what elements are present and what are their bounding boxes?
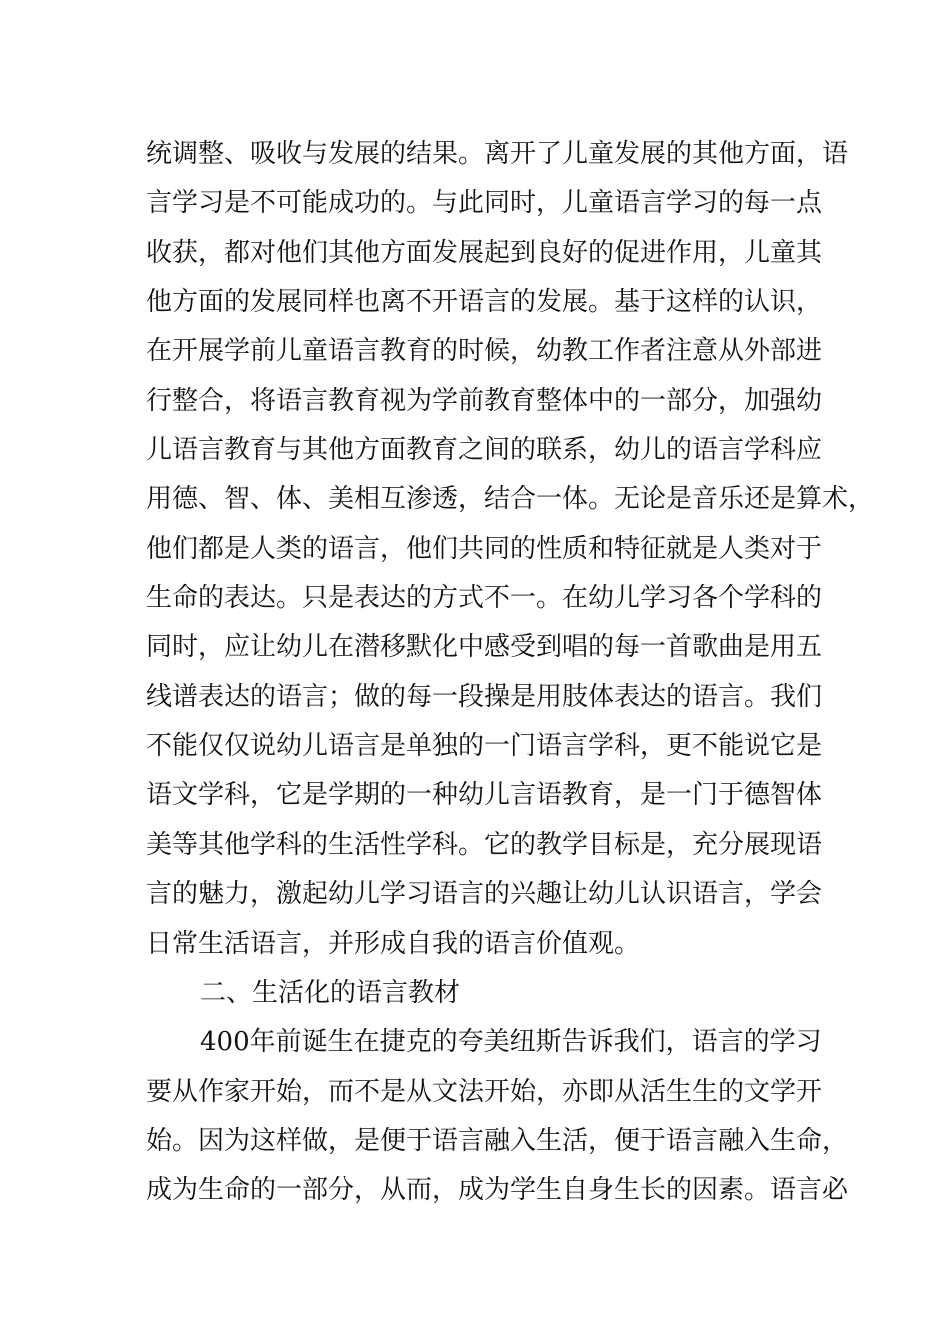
text-line: 言学习是不可能成功的。与此同时，儿童语言学习的每一点 <box>146 188 823 219</box>
text-line: 成为生命的一部分，从而，成为学生自身生长的因素。语言必 <box>146 1175 849 1206</box>
text-line: 用德、智、体、美相互渗透，结合一体。无论是音乐还是算术， <box>146 484 875 515</box>
text-line: 同时，应让幼儿在潜移默化中感受到唱的每一首歌曲是用五 <box>146 632 823 663</box>
text-line: 美等其他学科的生活性学科。它的教学目标是，充分展现语 <box>146 829 823 860</box>
paragraph-first-line: 400年前诞生在捷克的夸美纽斯告诉我们，语言的学习 <box>200 1027 822 1058</box>
text-line: 在开展学前儿童语言教育的时候，幼教工作者注意从外部进 <box>146 336 823 367</box>
text-line: 线谱表达的语言；做的每一段操是用肢体表达的语言。我们 <box>146 681 823 712</box>
text-line: 他们都是人类的语言，他们共同的性质和特征就是人类对于 <box>146 533 823 564</box>
section-heading: 二、生活化的语言教材 <box>200 977 461 1008</box>
text-line: 始。因为这样做，是便于语言融入生活，便于语言融入生命， <box>146 1125 849 1156</box>
body-text <box>146 130 875 1216</box>
text-line: 要从作家开始，而不是从文法开始，亦即从活生生的文学开 <box>146 1076 823 1107</box>
text-line: 收获，都对他们其他方面发展起到良好的促进作用，儿童其 <box>146 237 823 268</box>
text-line: 日常生活语言，并形成自我的语言价值观。 <box>146 928 641 959</box>
text-line: 行整合，将语言教育视为学前教育整体中的一部分，加强幼 <box>146 385 823 416</box>
text-line: 统调整、吸收与发展的结果。离开了儿童发展的其他方面，语 <box>146 139 849 169</box>
text-line: 生命的表达。只是表达的方式不一。在幼儿学习各个学科的 <box>146 583 823 614</box>
text-line: 语文学科，它是学期的一种幼儿言语教育，是一门于德智体 <box>146 780 823 811</box>
text-line: 不能仅仅说幼儿语言是单独的一门语言学科，更不能说它是 <box>146 731 823 762</box>
text-line: 他方面的发展同样也离不开语言的发展。基于这样的认识， <box>146 287 823 318</box>
text-line: 言的魅力，激起幼儿学习语言的兴趣让幼儿认识语言，学会 <box>146 879 823 910</box>
text-line: 儿语言教育与其他方面教育之间的联系，幼儿的语言学科应 <box>146 435 823 466</box>
